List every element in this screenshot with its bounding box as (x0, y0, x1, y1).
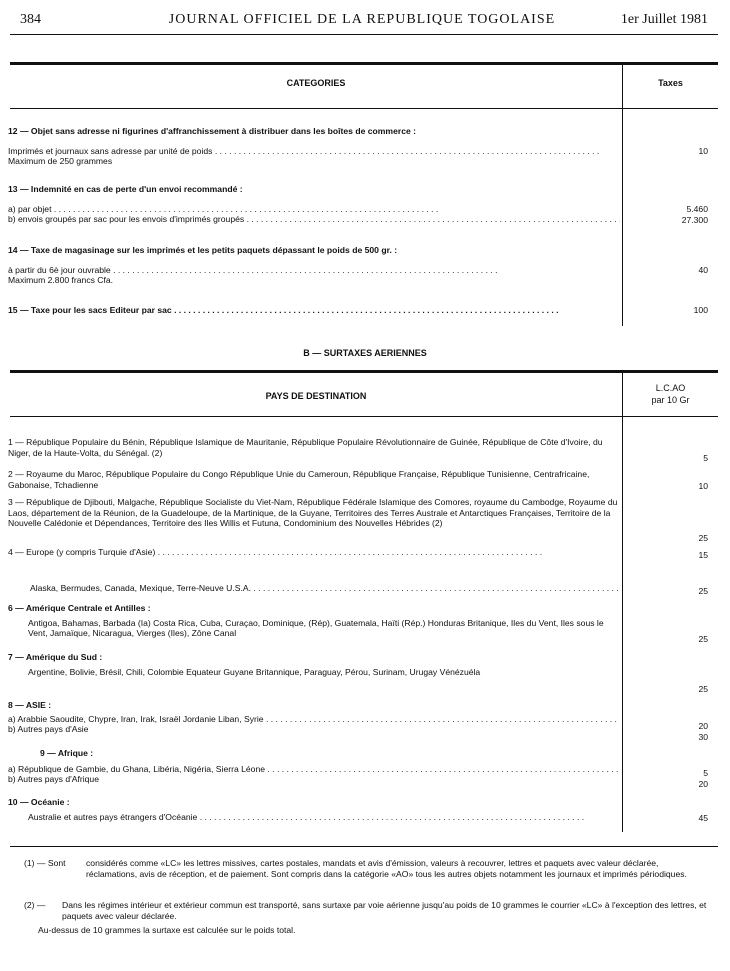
destination-row-10-value: 45 (698, 813, 708, 823)
issue-date: 1er Juillet 1981 (620, 12, 708, 27)
destination-row-2: 2 — Royaume du Maroc, République Populaire du Congo République Unie du Cameroun, République Française, République Tunisienne, Centrafricaine, Gabonaise, Tchadienne (8, 469, 590, 490)
table1-header-rule (10, 108, 718, 109)
destination-row-9b-value: 20 (698, 779, 708, 789)
category-14: 14 — Taxe de magasinage sur les imprimés et les petits paquets dépassant le poids de 500 gr. : à partir du 6è jour ouvrable . . . Maximum 2.800 francs Cfa. (8, 245, 620, 286)
destination-row-north-america-value: 25 (698, 586, 708, 596)
section-b-title: B — SURTAXES AERIENNES (303, 348, 427, 358)
destination-row-7: 7 — Amérique du Sud : Argentine, Bolivie, Brésil, Chili, Colombie Equateur Guyane Britannique, Paraguay, Pérou, Surinam, Urugay Vénézuéla (8, 652, 481, 677)
table2-top-rule (10, 370, 718, 373)
category-14-tax: 40 (698, 265, 708, 275)
destination-row-4: 4 — Europe (y compris Turquie d'Asie) . . . (8, 547, 620, 558)
destination-row-4-value: 15 (698, 550, 708, 560)
table1-top-rule (10, 62, 718, 65)
category-15-tax: 100 (693, 305, 708, 315)
destination-row-1-value: 5 (703, 453, 708, 463)
category-13a-tax: 5.460 (686, 204, 708, 214)
destination-row-3-value: 25 (698, 533, 708, 543)
page-header (16, 10, 708, 32)
table2-bottom-rule (10, 846, 718, 847)
destination-row-9: 9 — Afrique : a) République de Gambie, du Ghana, Libéria, Nigéria, Sierra Léone . . . b) Autres pays d'Afrique (8, 748, 620, 785)
destination-row-8b-value: 30 (698, 732, 708, 742)
header-rule (10, 34, 718, 35)
destination-row-1: 1 — République Populaire du Bénin, République Islamique de Mauritanie, République Populaire Révolutionnaire de Guinée, République de Côte d'Ivoire, du Niger, de la Haute-Volta, du Sénégal. (2) (8, 437, 603, 458)
table2-header-rule (10, 416, 718, 417)
destination-row-6-value: 25 (698, 634, 708, 644)
footnote-1: (1) — Sont considérés comme «LC» les lettres missives, cartes postales, mandats et avis d'émission, valeurs à recouvrer, lettres et paquets avec valeur déclarée, réclamations, avis de réception, et de paiement. Sont compris dans la catégorie «AO» tous les autres objets notamment les journaux et imprimés périodiques. (24, 858, 687, 879)
destination-row-7-value: 25 (698, 684, 708, 694)
journal-title: JOURNAL OFFICIEL DE LA REPUBLIQUE TOGOLAISE (168, 12, 556, 27)
table2-header-destination: PAYS DE DESTINATION (265, 391, 367, 401)
destination-row-8a-value: 20 (698, 721, 708, 731)
table2-header-lcao: L.C.AO (655, 383, 686, 393)
table1-column-divider (622, 64, 623, 326)
destination-row-8: 8 — ASIE : a) Arabbie Saoudite, Chypre, Iran, Irak, Israël Jordanie Liban, Syrie . . . b) Autres pays d'Asie (8, 700, 620, 735)
table1-header-categories: CATEGORIES (286, 78, 346, 88)
category-12-tax: 10 (698, 146, 708, 156)
category-12: 12 — Objet sans adresse ni figurines d'affranchissement à distribuer dans les boîtes de commerce : Imprimés et journaux sans adresse par unité de poids . . . Maximum de 250 grammes (8, 126, 620, 167)
table2-header-lcao-unit: par 10 Gr (651, 395, 690, 405)
category-13: 13 — Indemnité en cas de perte d'un envoi recommandé : a) par objet . . . b) envois groupés par sac pour les envois d'imprimés groupés . . . (8, 184, 620, 225)
destination-row-9a-value: 5 (703, 768, 708, 778)
destination-row-north-america: Alaska, Bermudes, Canada, Mexique, Terre-Neuve U.S.A. . . . (8, 583, 620, 594)
table1-header-taxes: Taxes (658, 78, 683, 88)
destination-row-2-value: 10 (698, 481, 708, 491)
table2-column-divider (622, 372, 623, 832)
page-number: 384 (20, 12, 41, 27)
destination-row-3: 3 — République de Djibouti, Malgache, République Socialiste du Viet-Nam, République Fédérale Islamique des Comores, royaume du Cambodge, Royaume du Laos, département de la Réunion, de la Guadeloupe, de la Martinique, de la Guyane, Territoires des Terres Australe et Antarctiques Françaises, Territoire de la Nouvelle Calédonie et Dépendances, Territoire des Iles Willis et Futuna, Condominium des Nouvelles Hébrides (2) (8, 497, 618, 528)
footnote-2: (2) — Dans les régimes intérieur et extérieur commun est transporté, sans surtaxe par voie aérienne jusqu'au poids de 10 grammes le courrier «LC» à l'exception des lettres, et paquets avec valeur déclarée. (24, 900, 707, 921)
category-15: 15 — Taxe pour les sacs Editeur par sac . . . (8, 305, 620, 316)
category-13b-tax: 27.300 (681, 215, 708, 225)
destination-row-6: 6 — Amérique Centrale et Antilles : Antigoa, Bahamas, Barbada (Ia) Costa Rica, Cuba, Curaçao, Dominique, (Rép), Guatemala, Haïti (Rép.) Honduras Britanique, Iles du Vent, Iles sous le Vent, Jamaïque, Nicaragua, Vierges (Iles), Zône Canal (8, 603, 604, 638)
destination-row-10: 10 — Océanie : Australie et autres pays étrangers d'Océanie . . . (8, 797, 620, 822)
footnote-3: Au-dessus de 10 grammes la surtaxe est calculée sur le poids total. (38, 925, 296, 935)
